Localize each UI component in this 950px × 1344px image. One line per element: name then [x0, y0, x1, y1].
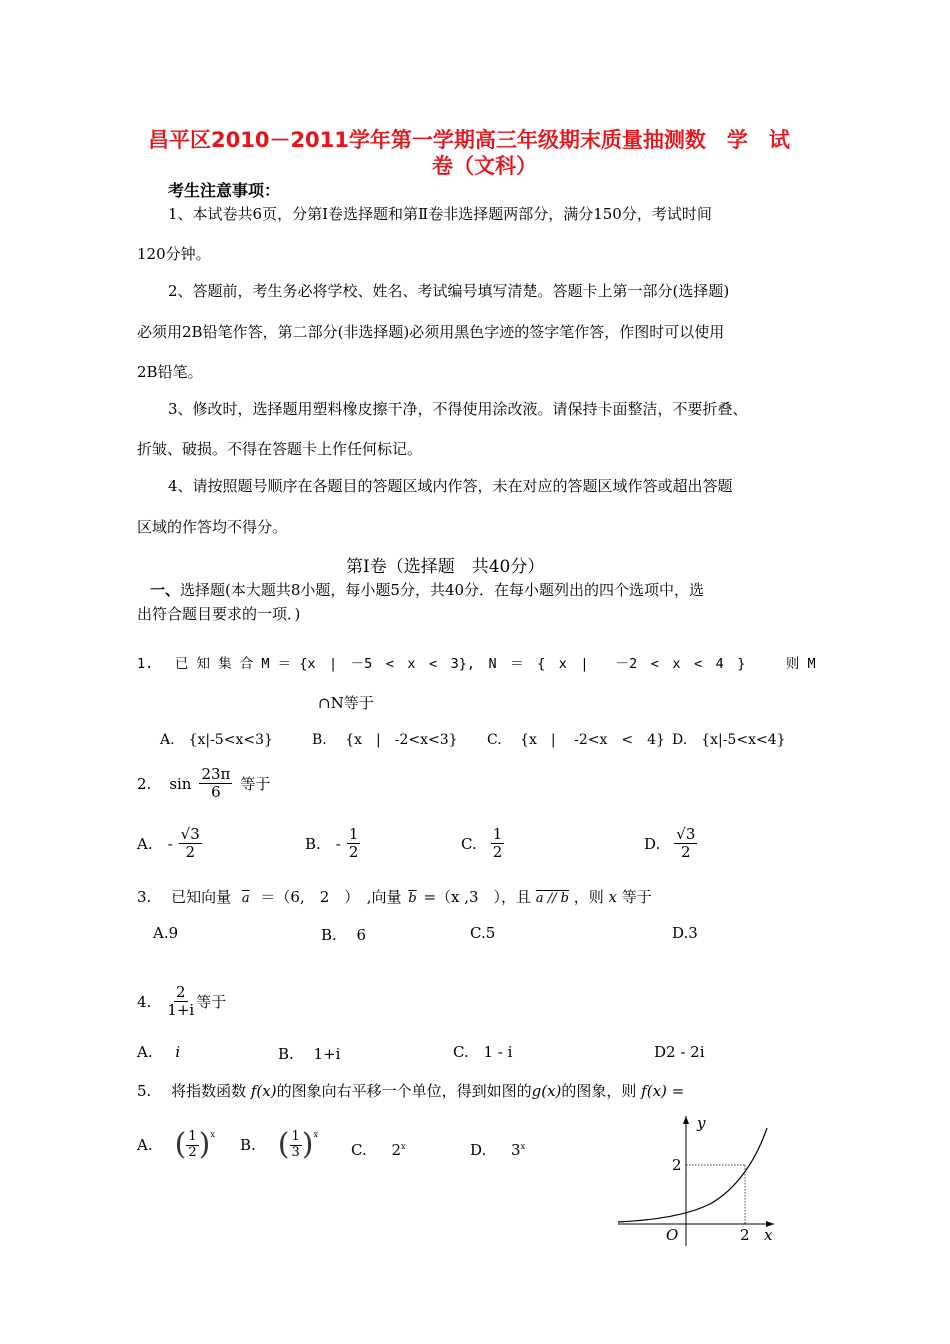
q5-option-b-num: 1 [291, 1129, 300, 1144]
notice-item-3: 3、修改时，选择题用塑料橡皮擦干净，不得使用涂改液。请保持卡面整洁，不要折叠、 [168, 400, 748, 418]
notice-item-2: 2、答题前，考生务必将学校、姓名、考试编号填写清楚。答题卡上第一部分(选择题) [168, 282, 730, 300]
q3-option-c: C.5 [470, 924, 496, 942]
q4-option-a-label: A. [137, 1043, 153, 1061]
q5-option-c [351, 1141, 406, 1159]
q2-option-c-label: C. [461, 834, 477, 853]
q2-fraction-num: 23π [201, 765, 231, 783]
q4-option-d [654, 1043, 705, 1061]
q2-option-c-frac [491, 826, 505, 862]
q5-option-c-label: C. [351, 1141, 367, 1159]
q5-option-b-lparen: ( [277, 1127, 290, 1163]
q4-number: 4. [137, 992, 152, 1011]
q3-var-x: x [608, 888, 617, 906]
q2-option-c-den: 2 [492, 843, 503, 862]
q5-stem-b: 的图象向右平移一个单位，得到如图的 [276, 1082, 532, 1100]
q5-option-c-exp: x [401, 1142, 406, 1151]
q2-option-d-frac [674, 826, 697, 862]
q2-option-b-label: B. - [305, 835, 341, 854]
q3-option-a: A.9 [153, 924, 179, 942]
q4-fraction-num: 2 [176, 983, 186, 1001]
q3-stem-e: 等于 [621, 888, 652, 906]
q5-stem-c: 的图象，则 [561, 1082, 637, 1100]
q5-stem [137, 1080, 684, 1101]
q5-f-of-x-equals: f(x) = [641, 1082, 685, 1100]
q5-option-a-num: 1 [188, 1129, 197, 1144]
q5-f-of-x: f(x) [250, 1082, 277, 1100]
notice-item-2-cont: 必须用2B铅笔作答，第二部分(非选择题)必须用黑色字迹的签字笔作答，作图时可以使用 [137, 323, 725, 341]
q2-option-a-frac [179, 826, 202, 862]
q1-option-c: C. {x | -2<x < 4} [487, 732, 665, 748]
q4-option-c-label: C. [453, 1043, 469, 1061]
graph-origin-label: O [666, 1226, 679, 1244]
q3-vector-a: $\overline{a}$ [241, 891, 250, 906]
q1-option-d: D. {x|-5<x<4} [672, 732, 786, 748]
graph-y-axis-arrow [683, 1116, 689, 1124]
q4-option-a [137, 1043, 180, 1061]
q5-option-a [137, 1127, 215, 1163]
q5-option-b-frac [290, 1130, 302, 1161]
q4-option-a-value: i [175, 1043, 181, 1061]
q4-stem [137, 984, 226, 1020]
q5-option-a-frac [186, 1130, 198, 1161]
q2-fraction-den: 6 [211, 783, 221, 802]
graph-y-tick-label: 2 [672, 1156, 682, 1174]
notice-item-1-cont: 120分钟。 [137, 245, 211, 263]
q3-option-b: B. 6 [321, 926, 367, 944]
q2-option-a-num: √3 [180, 825, 200, 843]
q2-fraction [199, 766, 232, 802]
notice-item-3-cont: 折皱、破损。不得在答题卡上作任何标记。 [137, 440, 423, 458]
q5-stem-a: 5. 将指数函数 [137, 1082, 247, 1100]
q5-g-of-x: g(x) [531, 1082, 562, 1100]
page-title-line1: 昌平区2010－2011学年第一学期高三年级期末质量抽测数 学 试 [148, 128, 790, 152]
q5-option-d-label: D. [470, 1141, 487, 1159]
q1-stem: 1. 已 知 集 合 M ＝ {x | －5 < x < 3}, N ＝ { x | －2 < x < 4 } 则 M [137, 656, 816, 672]
q3-stem [137, 886, 652, 907]
graph-x-label: x [764, 1226, 773, 1244]
q2-option-b [305, 826, 360, 862]
section-heading: 第Ⅰ卷（选择题 共40分） [346, 557, 545, 577]
q4-option-b: B. 1+i [278, 1045, 341, 1063]
q2-option-b-frac [347, 826, 361, 862]
q2-stem [137, 766, 270, 802]
exponential-graph [610, 1108, 790, 1248]
q2-sin: sin [169, 774, 192, 793]
q5-option-a-exp: x [210, 1130, 215, 1139]
q4-fraction-den: 1+i [167, 1001, 195, 1020]
notice-item-4: 4、请按照题号顺序在各题目的答题区域内作答，未在对应的答题区域作答或超出答题 [168, 477, 733, 495]
section-intro-cont: 出符合题目要求的一项．) [137, 605, 301, 623]
q3-stem-a: 3. 已知向量 [137, 888, 232, 906]
notice-heading: 考生注意事项： [168, 181, 281, 200]
q3-option-d: D.3 [672, 924, 698, 942]
q4-option-d-label: D [654, 1043, 667, 1061]
q2-option-a-label: A. - [137, 835, 173, 854]
q1-option-b: B. {x | -2<x<3} [312, 732, 458, 748]
q2-number: 2. [137, 774, 152, 793]
q4-tail: 等于 [196, 993, 227, 1012]
q3-vector-b: $\overline{b}$ [408, 891, 417, 906]
q3-parallel: a // b [535, 891, 569, 906]
section-intro [150, 579, 704, 600]
notice-item-2-cont2: 2B铅笔。 [137, 363, 203, 381]
q5-option-a-den: 2 [188, 1144, 197, 1160]
q5-option-a-lparen: ( [174, 1127, 187, 1163]
graph-y-label: y [697, 1114, 706, 1132]
q1-option-a: A. {x|-5<x<3} [160, 732, 273, 748]
q2-option-c-num: 1 [492, 825, 503, 843]
q2-option-d-den: 2 [681, 843, 691, 862]
q3-stem-c: =（x ,3 ），且 [423, 888, 532, 906]
q1-stem-cont: ∩N等于 [318, 694, 374, 712]
section-intro-text: 选择题(本大题共8小题，每小题5分，共40分．在每小题列出的四个选项中，选 [180, 581, 705, 599]
q5-option-b-den: 3 [291, 1144, 300, 1160]
q5-option-b [240, 1127, 319, 1163]
q3-stem-d: ，则 [573, 888, 604, 906]
q2-option-d-label: D. [644, 834, 661, 853]
q5-option-a-label: A. [137, 1136, 153, 1155]
q5-option-a-rparen: ) [198, 1127, 211, 1163]
q5-option-d-exp: x [520, 1142, 526, 1151]
q4-option-c-value: 1 - i [483, 1043, 513, 1061]
q4-option-d-value: 2 - 2i [666, 1043, 705, 1061]
notice-item-1: 1、本试卷共6页，分第Ⅰ卷选择题和第Ⅱ卷非选择题两部分，满分150分，考试时间 [168, 205, 712, 223]
q5-option-d-base: 3 [511, 1141, 521, 1159]
q5-option-b-exp: x [313, 1130, 319, 1139]
q4-option-c [453, 1043, 512, 1061]
q2-option-d-num: √3 [676, 825, 696, 843]
section-intro-number: 一、 [150, 581, 181, 599]
q2-option-c [461, 826, 504, 862]
q5-option-b-rparen: ) [301, 1127, 314, 1163]
q2-option-a-den: 2 [185, 843, 195, 862]
q5-option-c-base: 2 [391, 1141, 402, 1159]
q2-option-a [137, 826, 202, 862]
q2-tail: 等于 [240, 775, 271, 794]
q4-fraction [165, 984, 196, 1020]
q5-option-d [470, 1141, 525, 1159]
graph-x-tick-label: 2 [740, 1226, 750, 1244]
q2-option-d [644, 826, 697, 862]
q5-option-b-label: B. [240, 1136, 256, 1155]
q3-stem-b: ＝（6, 2 ） ,向量 [260, 888, 402, 906]
page-title-line2: 卷（文科） [432, 154, 537, 178]
notice-item-4-cont: 区域的作答均不得分。 [137, 518, 288, 536]
q2-option-b-num: 1 [348, 825, 359, 843]
q2-option-b-den: 2 [348, 843, 359, 862]
